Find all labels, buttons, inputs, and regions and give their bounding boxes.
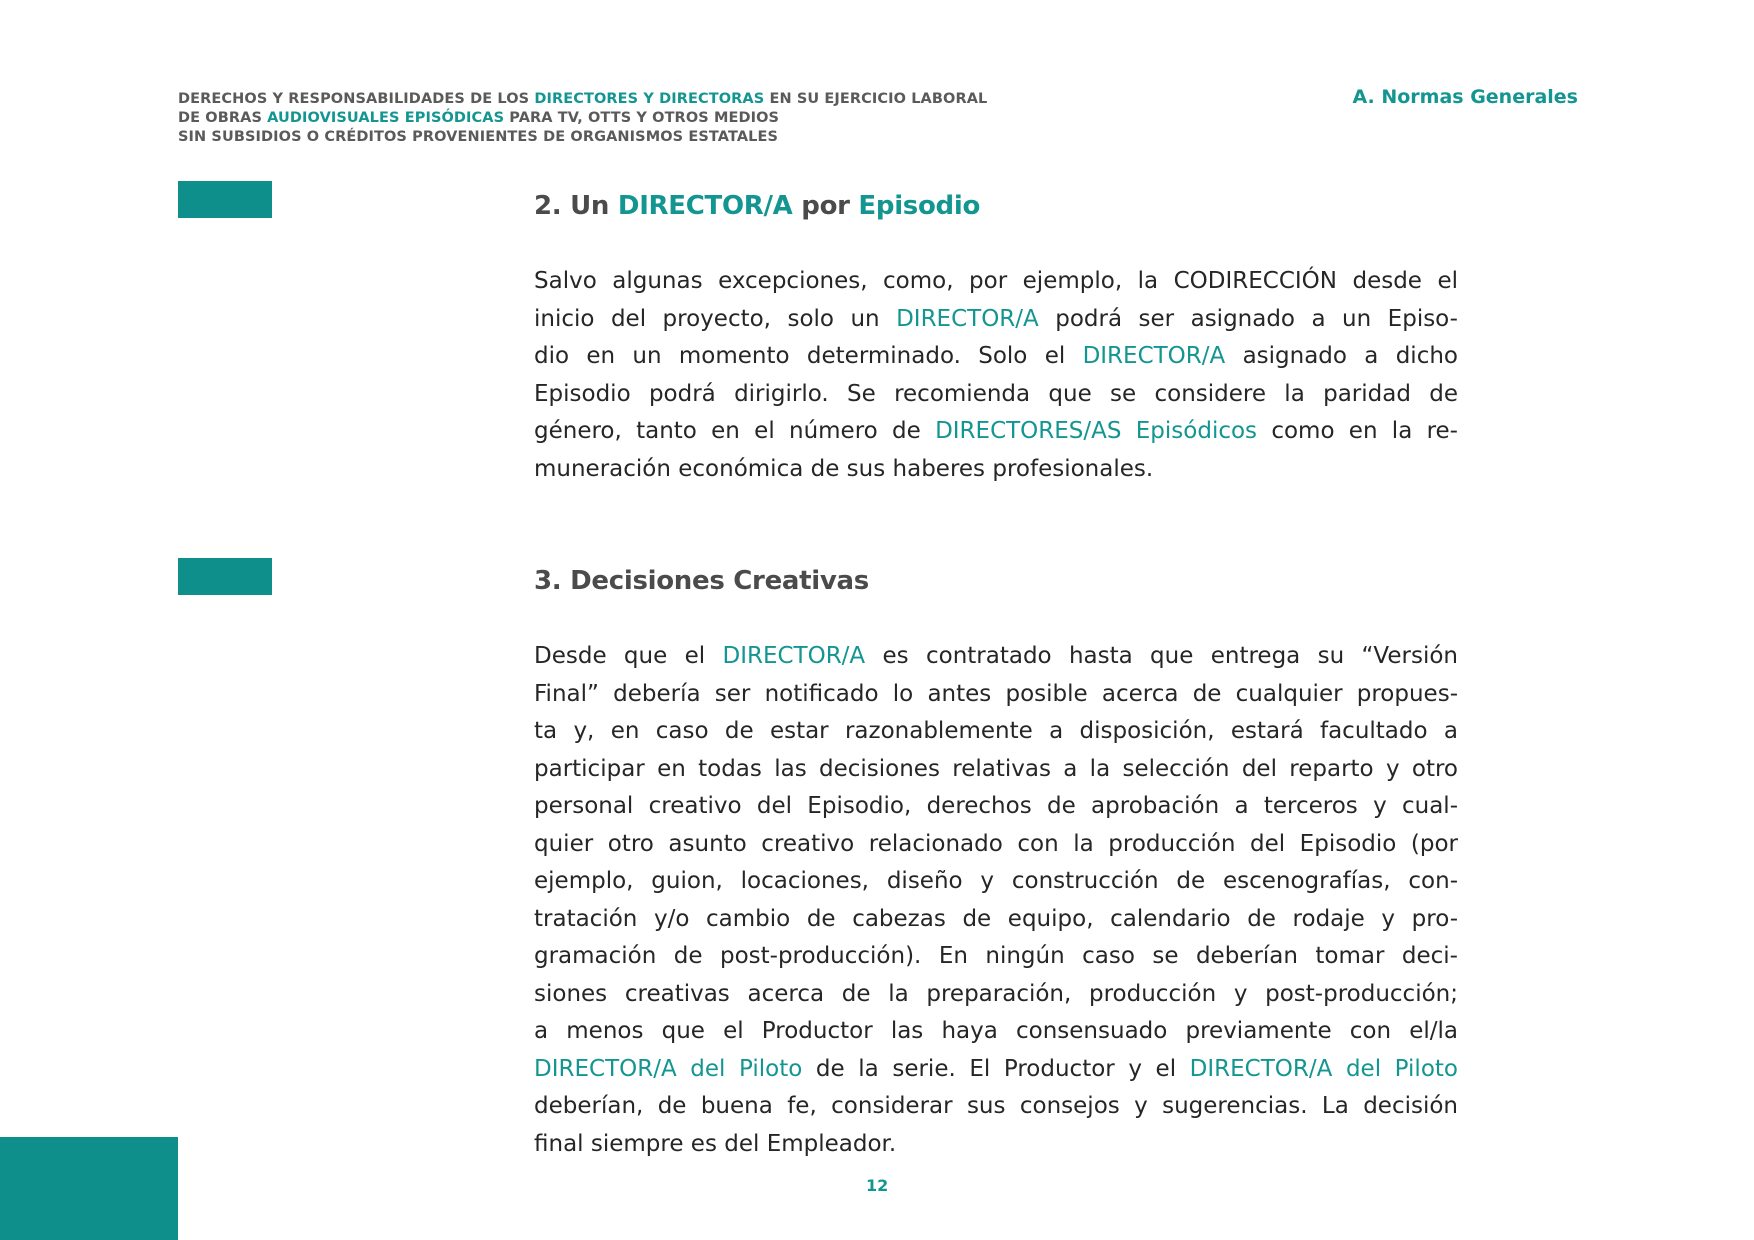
paragraph-line [534,751,1458,789]
paragraph-line [534,1013,1458,1051]
title-highlight: DIRECTOR/A [617,191,793,221]
body-text: ta y, en caso de estar razonablemente a disposición, estará facultado a [534,718,1458,744]
body-text: deberían, de buena fe, considerar sus consejos y sugerencias. La decisión [534,1093,1458,1119]
paragraph-line [534,263,1458,301]
corner-decoration [0,1137,178,1240]
body-text: Final” debería ser notificado lo antes posible acerca de cualquier propues- [534,680,1458,707]
body-text: ejemplo, guion, locaciones, diseño y construcción de escenografías, con- [534,868,1458,894]
section-3-title: 3. Decisiones Creativas [534,566,869,596]
highlighted-term: DIRECTORES/AS Episódicos [935,418,1258,444]
body-text: participar en todas las decisiones relativas a la selección del reparto y otro [534,755,1458,782]
paragraph-line [534,1126,1458,1164]
title-highlight: Episodio [858,191,981,221]
section-2-paragraph [534,263,1458,488]
page-number: 12 [866,1176,889,1195]
section-3-paragraph [534,638,1458,1163]
header-text: PARA TV, OTTS Y OTROS MEDIOS [504,110,780,126]
body-text: muneración económica de sus haberes profesionales. [534,455,1154,482]
paragraph-line [534,301,1458,339]
body-text: podrá ser asignado a un Episo- [1038,305,1458,332]
body-text: siones creativas acerca de la preparación, producción y post-producción; [534,980,1458,1007]
body-text: como en la re- [1257,418,1458,444]
paragraph-line [534,1088,1458,1126]
header-text: DERECHOS Y RESPONSABILIDADES DE LOS [178,91,535,107]
body-text: de la serie. El Productor y el [802,1055,1190,1082]
body-text: Desde que el [534,643,723,669]
body-text: a menos que el Productor las haya consensuado previamente con el/la [534,1018,1458,1044]
header-highlight: DIRECTORES Y DIRECTORAS [534,91,765,107]
body-text: es contratado hasta que entrega su “Versión [865,643,1458,669]
body-text: Episodio podrá dirigirlo. Se recomienda que se considere la paridad de [534,380,1458,407]
document-header [178,90,987,147]
header-line-2 [178,109,987,128]
paragraph-line [534,788,1458,826]
paragraph-line [534,638,1458,676]
section-2-title [534,191,980,221]
paragraph-line [534,938,1458,976]
body-text: Salvo algunas excepciones, como, por ejemplo, la CODIRECCIÓN desde el [534,268,1458,294]
paragraph-line [534,451,1458,489]
paragraph-line [534,863,1458,901]
body-text: final siempre es del Empleador. [534,1130,897,1157]
header-text: DE OBRAS [178,110,268,126]
highlighted-term: DIRECTOR/A del Piloto [1189,1055,1458,1082]
section-label: A. Normas Generales [1352,86,1578,108]
header-line-1 [178,90,987,109]
header-highlight: AUDIOVISUALES EPISÓDICAS [267,110,505,126]
body-text: dio en un momento determinado. Solo el [534,343,1083,369]
paragraph-line [534,676,1458,714]
title-text: 2. Un [534,191,618,221]
paragraph-line [534,1051,1458,1089]
highlighted-term: DIRECTOR/A [1082,343,1226,369]
body-text: quier otro asunto creativo relacionado con la producción del Episodio (por [534,830,1458,857]
title-text: por [792,191,859,221]
section-3-marker [178,558,272,595]
paragraph-line [534,338,1458,376]
body-text: asignado a dicho [1225,343,1458,369]
header-text: EN SU EJERCICIO LABORAL [764,91,988,107]
body-text: gramación de post-producción). En ningún caso se deberían tomar deci- [534,943,1458,969]
paragraph-line [534,713,1458,751]
section-2-marker [178,181,272,218]
paragraph-line [534,901,1458,939]
header-line-3: SIN SUBSIDIOS O CRÉDITOS PROVENIENTES DE ORGANISMOS ESTATALES [178,129,779,145]
body-text: inicio del proyecto, solo un [534,305,897,332]
body-text: género, tanto en el número de [534,418,936,444]
body-text: tratación y/o cambio de cabezas de equipo, calendario de rodaje y pro- [534,905,1458,932]
paragraph-line [534,826,1458,864]
paragraph-line [534,976,1458,1014]
paragraph-line [534,413,1458,451]
highlighted-term: DIRECTOR/A [896,305,1039,332]
highlighted-term: DIRECTOR/A del Piloto [534,1055,803,1082]
paragraph-line [534,376,1458,414]
highlighted-term: DIRECTOR/A [722,643,866,669]
body-text: personal creativo del Episodio, derechos de aprobación a terceros y cual- [534,793,1458,819]
